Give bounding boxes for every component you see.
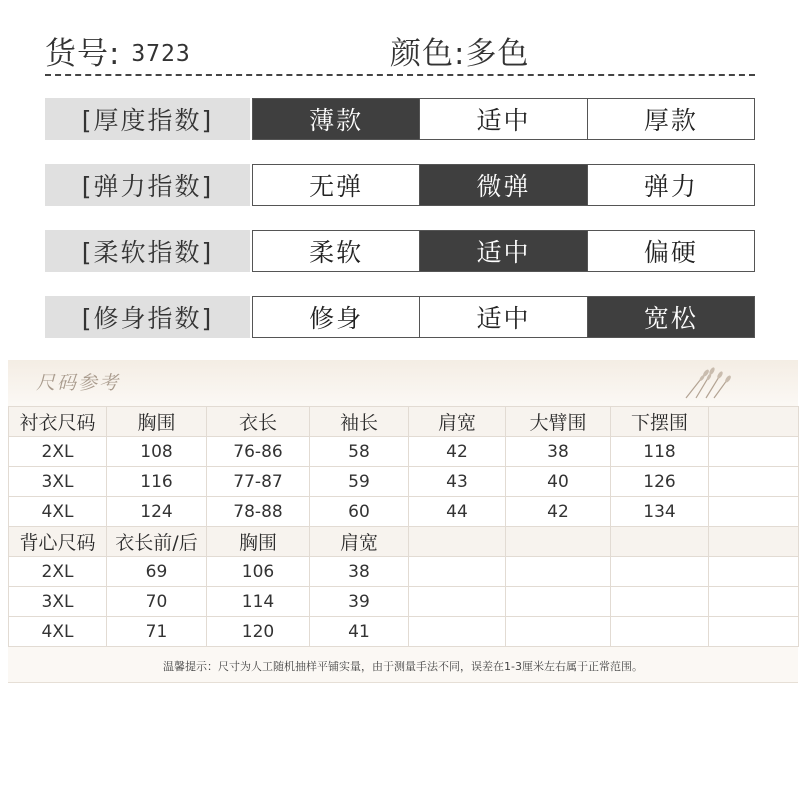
table-empty-cell [709,407,799,437]
table-cell: 40 [506,467,611,497]
table-cell: 3XL [9,587,107,617]
measurement-note: 温馨提示：尺寸为人工随机抽样平铺实量，由于测量手法不同，误差在1-3厘米左右属于正常范围。 [163,660,643,673]
table-empty-cell [409,587,506,617]
index-row-elasticity [45,164,755,206]
table-empty-cell [709,527,799,557]
table-row [9,557,799,587]
table-cell: 39 [310,587,409,617]
product-color [390,28,529,73]
table-cell: 108 [107,437,207,467]
table-header-cell: 衬衣尺码 [9,407,107,437]
table-cell: 76-86 [207,437,310,467]
table-cell: 114 [207,587,310,617]
table-row [9,437,799,467]
table-empty-cell [409,617,506,647]
table-cell: 42 [409,437,506,467]
table-header-cell: 衣长前/后 [107,527,207,557]
table-cell: 120 [207,617,310,647]
table-cell: 70 [107,587,207,617]
table-cell: 2XL [9,437,107,467]
table-header-cell: 袖长 [310,407,409,437]
index-option: 柔软 [309,238,364,267]
table-cell: 59 [310,467,409,497]
table-cell: 43 [409,467,506,497]
table-cell: 116 [107,467,207,497]
table-cell: 124 [107,497,207,527]
index-option: 修身 [309,304,364,333]
code-label: 货号: [45,36,121,72]
table-cell: 69 [107,557,207,587]
table-empty-cell [709,437,799,467]
table-cell: 126 [611,467,709,497]
table-header-cell: 下摆围 [611,407,709,437]
table-cell: 38 [506,437,611,467]
table-header-cell: 衣长 [207,407,310,437]
index-label: [修身指数] [45,296,250,338]
index-option: 适中 [419,99,586,139]
table-cell: 4XL [9,617,107,647]
table-empty-cell [409,527,506,557]
size-reference-title: 尺码参考 [36,372,121,394]
index-options [252,164,755,206]
index-label: [厚度指数] [45,98,250,140]
index-options [252,230,755,272]
table-header-cell: 肩宽 [310,527,409,557]
table-row [9,497,799,527]
table-empty-cell [709,587,799,617]
table-header-cell: 背心尺码 [9,527,107,557]
index-option-selected: 薄款 [253,99,419,139]
index-option: 无弹 [309,172,364,201]
table-cell: 2XL [9,557,107,587]
index-row-thickness [45,98,755,140]
index-option: 适中 [419,297,586,337]
index-options [252,98,755,140]
index-row-fit [45,296,755,338]
index-options [252,296,755,338]
index-row-softness [45,230,755,272]
table-empty-cell [611,557,709,587]
table-row [9,467,799,497]
table-row [9,617,799,647]
dashed-divider [45,74,755,76]
table-empty-cell [506,587,611,617]
table-empty-cell [709,557,799,587]
table-cell: 42 [506,497,611,527]
size-reference-panel [8,360,798,683]
table-header-cell: 大臂围 [506,407,611,437]
table-cell: 60 [310,497,409,527]
table-cell: 58 [310,437,409,467]
index-label: [弹力指数] [45,164,250,206]
product-code [45,28,191,73]
table-empty-cell [611,617,709,647]
table-cell: 78-88 [207,497,310,527]
color-label: 颜色: [390,36,466,72]
shirt-header-row [9,407,799,437]
index-option: 偏硬 [587,231,754,271]
color-value: 多色 [465,36,530,72]
index-option-selected: 微弹 [419,165,586,205]
wheat-decoration-icon [678,364,738,400]
vest-header-row [9,527,799,557]
table-header-cell: 胸围 [107,407,207,437]
table-cell: 41 [310,617,409,647]
table-cell: 106 [207,557,310,587]
table-cell: 71 [107,617,207,647]
table-cell: 4XL [9,497,107,527]
size-reference-banner [8,360,798,404]
table-empty-cell [611,527,709,557]
table-empty-cell [709,497,799,527]
table-empty-cell [409,557,506,587]
product-header [45,28,755,72]
table-cell: 3XL [9,467,107,497]
table-empty-cell [506,527,611,557]
table-row [9,587,799,617]
table-cell: 44 [409,497,506,527]
table-empty-cell [709,467,799,497]
table-cell: 134 [611,497,709,527]
index-option-selected: 适中 [419,231,586,271]
table-empty-cell [506,557,611,587]
table-header-cell: 肩宽 [409,407,506,437]
table-empty-cell [611,587,709,617]
table-empty-cell [506,617,611,647]
index-option: 厚款 [587,99,754,139]
code-value: 3723 [131,41,191,67]
index-option: 弹力 [587,165,754,205]
table-empty-cell [709,617,799,647]
table-cell: 38 [310,557,409,587]
index-option-selected: 宽松 [587,297,754,337]
size-table [8,406,799,647]
table-cell: 77-87 [207,467,310,497]
index-label: [柔软指数] [45,230,250,272]
table-cell: 118 [611,437,709,467]
table-header-cell: 胸围 [207,527,310,557]
